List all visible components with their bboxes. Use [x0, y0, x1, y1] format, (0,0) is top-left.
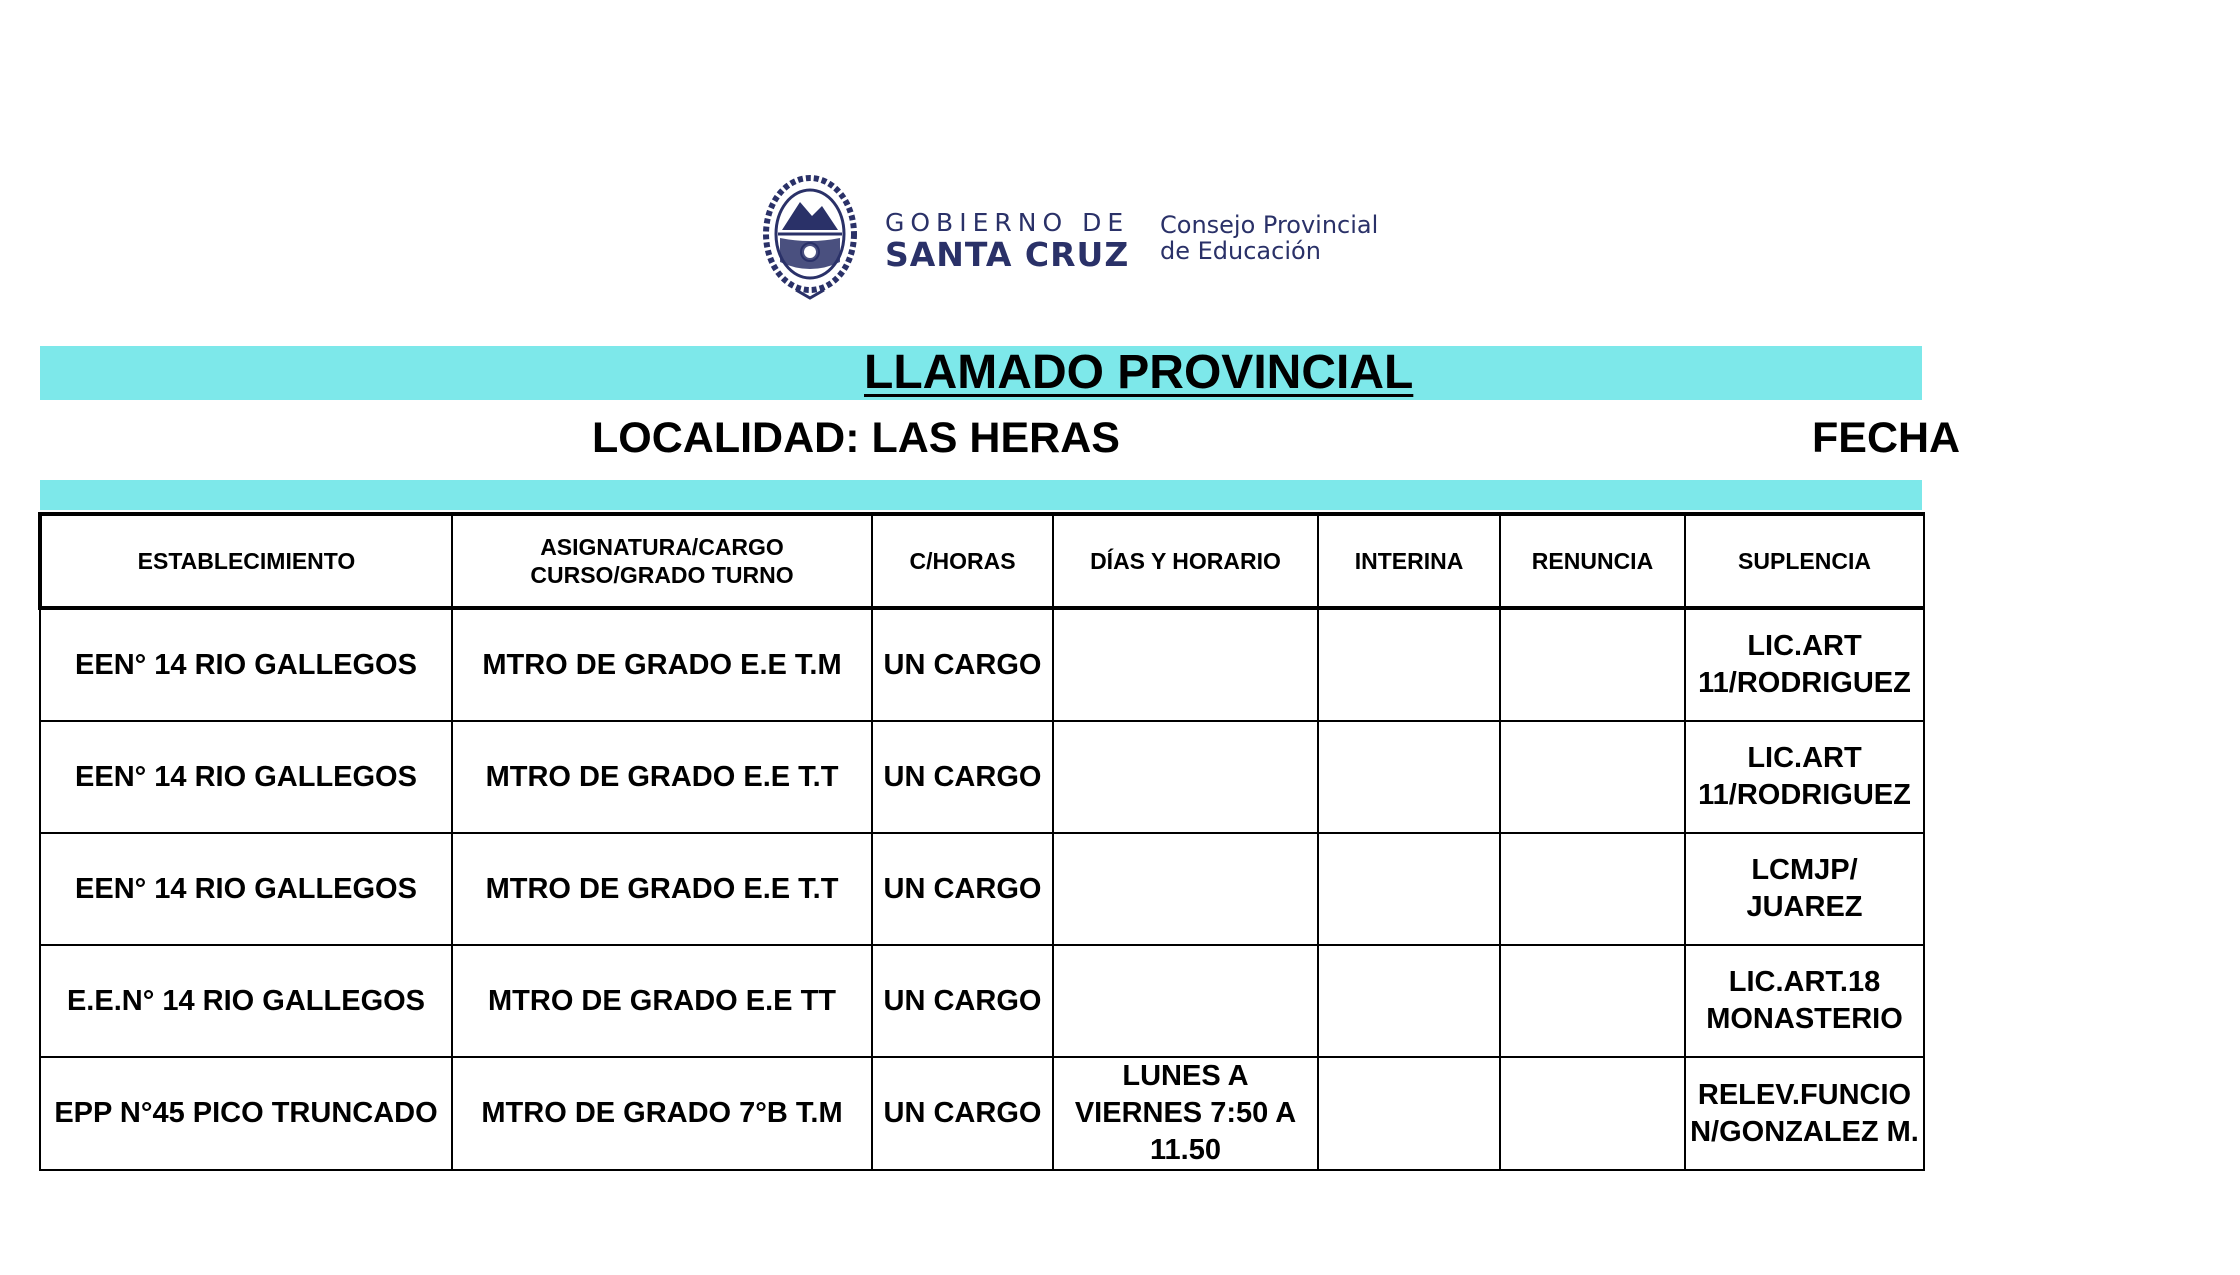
- page-title: [40, 346, 2240, 400]
- col-header-dias-horario: DÍAS Y HORARIO: [1053, 514, 1318, 608]
- cell-choras: UN CARGO: [872, 1057, 1053, 1170]
- localidad-label: LOCALIDAD: LAS HERAS: [592, 414, 1120, 462]
- table-row: [40, 608, 1924, 721]
- cell-interina: [1318, 1057, 1500, 1170]
- cell-renuncia: [1500, 608, 1685, 721]
- page-title-text: LLAMADO PROVINCIAL: [864, 346, 1414, 399]
- vacancies-table: [38, 512, 1925, 1171]
- cell-asignatura: MTRO DE GRADO E.E T.M: [452, 608, 872, 721]
- cell-establecimiento: EEN° 14 RIO GALLEGOS: [40, 608, 452, 721]
- cell-choras: UN CARGO: [872, 945, 1053, 1057]
- cell-suplencia: LCMJP/ JUAREZ: [1685, 833, 1924, 945]
- col-header-renuncia: RENUNCIA: [1500, 514, 1685, 608]
- cell-interina: [1318, 833, 1500, 945]
- cell-suplencia: LIC.ART 11/RODRIGUEZ: [1685, 721, 1924, 833]
- cell-asignatura: MTRO DE GRADO E.E TT: [452, 945, 872, 1057]
- col-header-asignatura: ASIGNATURA/CARGO CURSO/GRADO TURNO: [452, 514, 872, 608]
- table-header-row: [40, 514, 1924, 608]
- cell-choras: UN CARGO: [872, 608, 1053, 721]
- cell-suplencia: RELEV.FUNCIO N/GONZALEZ M.: [1685, 1057, 1924, 1170]
- cell-establecimiento: EPP N°45 PICO TRUNCADO: [40, 1057, 452, 1170]
- consejo-line1: Consejo Provincial: [1160, 211, 1379, 239]
- col-header-suplencia: SUPLENCIA: [1685, 514, 1924, 608]
- col-header-interina: INTERINA: [1318, 514, 1500, 608]
- cell-dias-horario: LUNES A VIERNES 7:50 A 11.50: [1053, 1057, 1318, 1170]
- cell-establecimiento: EEN° 14 RIO GALLEGOS: [40, 721, 452, 833]
- col-header-establecimiento: ESTABLECIMIENTO: [40, 514, 452, 608]
- fecha-label: FECHA: [1812, 414, 1961, 462]
- table-row: [40, 945, 1924, 1057]
- table-row: [40, 1057, 1924, 1170]
- header-logo: [760, 172, 1400, 302]
- consejo-line2: de Educación: [1160, 237, 1321, 265]
- table-row: [40, 833, 1924, 945]
- cell-renuncia: [1500, 1057, 1685, 1170]
- gobierno-wordmark: [885, 208, 1129, 274]
- gobierno-line1: GOBIERNO DE: [885, 208, 1130, 237]
- cell-asignatura: MTRO DE GRADO E.E T.T: [452, 833, 872, 945]
- cell-choras: UN CARGO: [872, 833, 1053, 945]
- vacancies-table-container: [38, 512, 1922, 1171]
- table-row: [40, 721, 1924, 833]
- cell-dias-horario: [1053, 945, 1318, 1057]
- cell-suplencia: LIC.ART 11/RODRIGUEZ: [1685, 608, 1924, 721]
- cell-asignatura: MTRO DE GRADO 7°B T.M: [452, 1057, 872, 1170]
- cell-interina: [1318, 608, 1500, 721]
- cell-choras: UN CARGO: [872, 721, 1053, 833]
- cell-dias-horario: [1053, 833, 1318, 945]
- cell-interina: [1318, 721, 1500, 833]
- cell-renuncia: [1500, 721, 1685, 833]
- cell-establecimiento: EEN° 14 RIO GALLEGOS: [40, 833, 452, 945]
- cell-asignatura: MTRO DE GRADO E.E T.T: [452, 721, 872, 833]
- cell-establecimiento: E.E.N° 14 RIO GALLEGOS: [40, 945, 452, 1057]
- cell-suplencia: LIC.ART.18 MONASTERIO: [1685, 945, 1924, 1057]
- cell-renuncia: [1500, 945, 1685, 1057]
- cell-dias-horario: [1053, 608, 1318, 721]
- col-header-choras: C/HORAS: [872, 514, 1053, 608]
- consejo-wordmark: [1160, 212, 1378, 264]
- cell-interina: [1318, 945, 1500, 1057]
- cell-dias-horario: [1053, 721, 1318, 833]
- cell-renuncia: [1500, 833, 1685, 945]
- santa-cruz-seal-icon: [760, 172, 860, 300]
- gobierno-line2: SANTA CRUZ: [885, 235, 1130, 274]
- header-band-bottom: [40, 480, 1922, 510]
